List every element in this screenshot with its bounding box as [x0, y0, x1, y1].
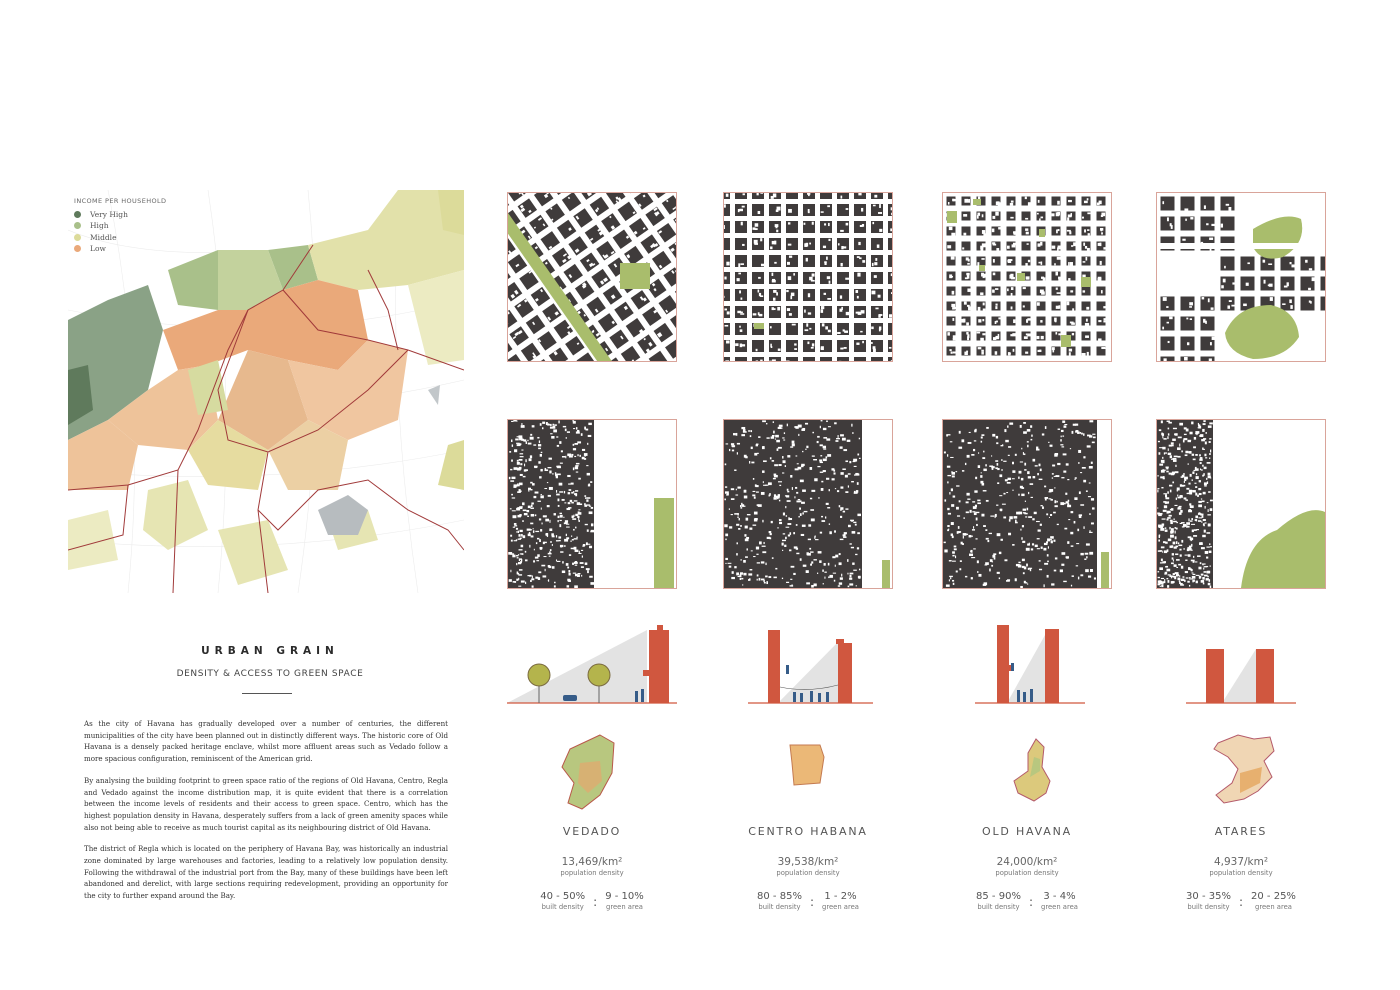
- population-density-atares: [1156, 856, 1326, 877]
- green-area-label: green area: [1041, 903, 1078, 911]
- population-density-vedado: [507, 856, 677, 877]
- built-density-value: 40 - 50%: [540, 891, 586, 902]
- green-area-value: 1 - 2%: [824, 891, 857, 902]
- population-density-value: 4,937/km²: [1213, 856, 1269, 868]
- legend-item-middle: Middle: [74, 232, 166, 244]
- ratio-diagram-old-havana: [942, 419, 1112, 589]
- paragraph: By analysing the building footprint to green space ratio of the regions of Old Havana, Centro, Regla and Vedado against the income distribution map, it is quite evident that there is a correlation between the income levels of residents and their access to green space. Centro, which has the highest population density in Havana, desperately suffers from a lack of green amenity spaces while also not being able to receive as much tourist capital as its neighbouring district of Old Havana.: [84, 775, 448, 832]
- population-density-value: 24,000/km²: [996, 856, 1058, 868]
- built-density-label: built density: [1187, 903, 1230, 911]
- paragraph: As the city of Havana has gradually developed over a number of centuries, the different municipalities of the city have been planned out in distinctly different ways. The historic core of Old Havana is a densely packed heritage enclave, whilst more affluent areas such as Vedado follow a more spacious configuration, reminiscent of the American grid.: [84, 719, 448, 764]
- body-text: [84, 718, 448, 912]
- section-centro-habana: [748, 625, 873, 705]
- section-old-havana: [975, 625, 1085, 705]
- built-density-label: built density: [977, 903, 1020, 911]
- ratio-separator: :: [1238, 895, 1244, 909]
- built-green-ratio-atares: [1156, 891, 1326, 911]
- figure-ground-vedado: [507, 192, 677, 362]
- built-green-ratio-centro-habana: [723, 891, 893, 911]
- green-area-label: green area: [822, 903, 859, 911]
- legend-item-low: Low: [74, 243, 166, 255]
- legend-swatch: [74, 211, 81, 218]
- paragraph: The district of Regla which is located on the periphery of Havana Bay, was historically an industrial zone dominated by large warehouses and factories, leading to a relatively low population density. Following the withdrawal of the industrial port from the Bay, many of these buildings have been left abandoned and derelict, with large sections requiring redevelopment, providing an opportunity for the city to further expand around the Bay.: [84, 844, 448, 901]
- built-density-label: built density: [541, 903, 584, 911]
- legend-item-high: High: [74, 220, 166, 232]
- population-density-old-havana: [942, 856, 1112, 877]
- district-name-old-havana: OLD HAVANA: [982, 825, 1072, 838]
- legend-swatch: [74, 245, 81, 252]
- ratio-separator: :: [593, 895, 598, 909]
- legend-item-very-high: Very High: [74, 209, 166, 221]
- population-density-label: population density: [560, 869, 624, 877]
- built-density-value: 85 - 90%: [976, 891, 1021, 902]
- district-name-vedado: VEDADO: [562, 825, 622, 838]
- green-area-value: 20 - 25%: [1251, 891, 1296, 902]
- built-density-label: built density: [758, 903, 801, 911]
- figure-ground-old-havana: [942, 192, 1112, 362]
- legend-swatch: [74, 222, 81, 229]
- population-density-value: 39,538/km²: [777, 856, 839, 868]
- ratio-separator: :: [1028, 895, 1033, 909]
- population-density-label: population density: [776, 869, 840, 877]
- page-title: URBAN GRAIN: [201, 645, 339, 657]
- ratio-diagram-atares: [1156, 419, 1326, 589]
- figure-ground-atares: [1156, 192, 1326, 362]
- district-shape-centro-habana: [788, 743, 828, 788]
- population-density-value: 13,469/km²: [561, 856, 623, 868]
- district-shape-old-havana: [1010, 737, 1058, 803]
- figure-ground-centro-habana: [723, 192, 893, 362]
- section-vedado: [507, 625, 677, 705]
- built-green-ratio-old-havana: [942, 891, 1112, 911]
- green-area-value: 3 - 4%: [1043, 891, 1076, 902]
- built-green-ratio-vedado: [507, 891, 677, 911]
- ratio-separator: :: [809, 895, 814, 909]
- green-area-value: 9 - 10%: [605, 891, 644, 902]
- built-density-value: 30 - 35%: [1186, 891, 1231, 902]
- ratio-diagram-vedado: [507, 419, 677, 589]
- district-shape-atares: [1210, 733, 1282, 805]
- green-area-label: green area: [1255, 903, 1292, 911]
- district-name-centro-habana: CENTRO HABANA: [748, 825, 868, 838]
- page-subtitle: DENSITY & ACCESS TO GREEN SPACE: [176, 669, 364, 679]
- population-density-centro-habana: [723, 856, 893, 877]
- population-density-label: population density: [995, 869, 1059, 877]
- legend-title: INCOME PER HOUSEHOLD: [74, 197, 167, 205]
- built-density-value: 80 - 85%: [757, 891, 802, 902]
- district-shape-vedado: [560, 733, 620, 815]
- green-area-label: green area: [606, 903, 643, 911]
- income-legend: [74, 196, 166, 255]
- population-density-label: population density: [1209, 869, 1273, 877]
- section-atares: [1186, 625, 1296, 705]
- ratio-diagram-centro-habana: [723, 419, 893, 589]
- legend-swatch: [74, 234, 81, 241]
- divider: [242, 693, 292, 694]
- district-name-atares: ATARES: [1214, 825, 1268, 838]
